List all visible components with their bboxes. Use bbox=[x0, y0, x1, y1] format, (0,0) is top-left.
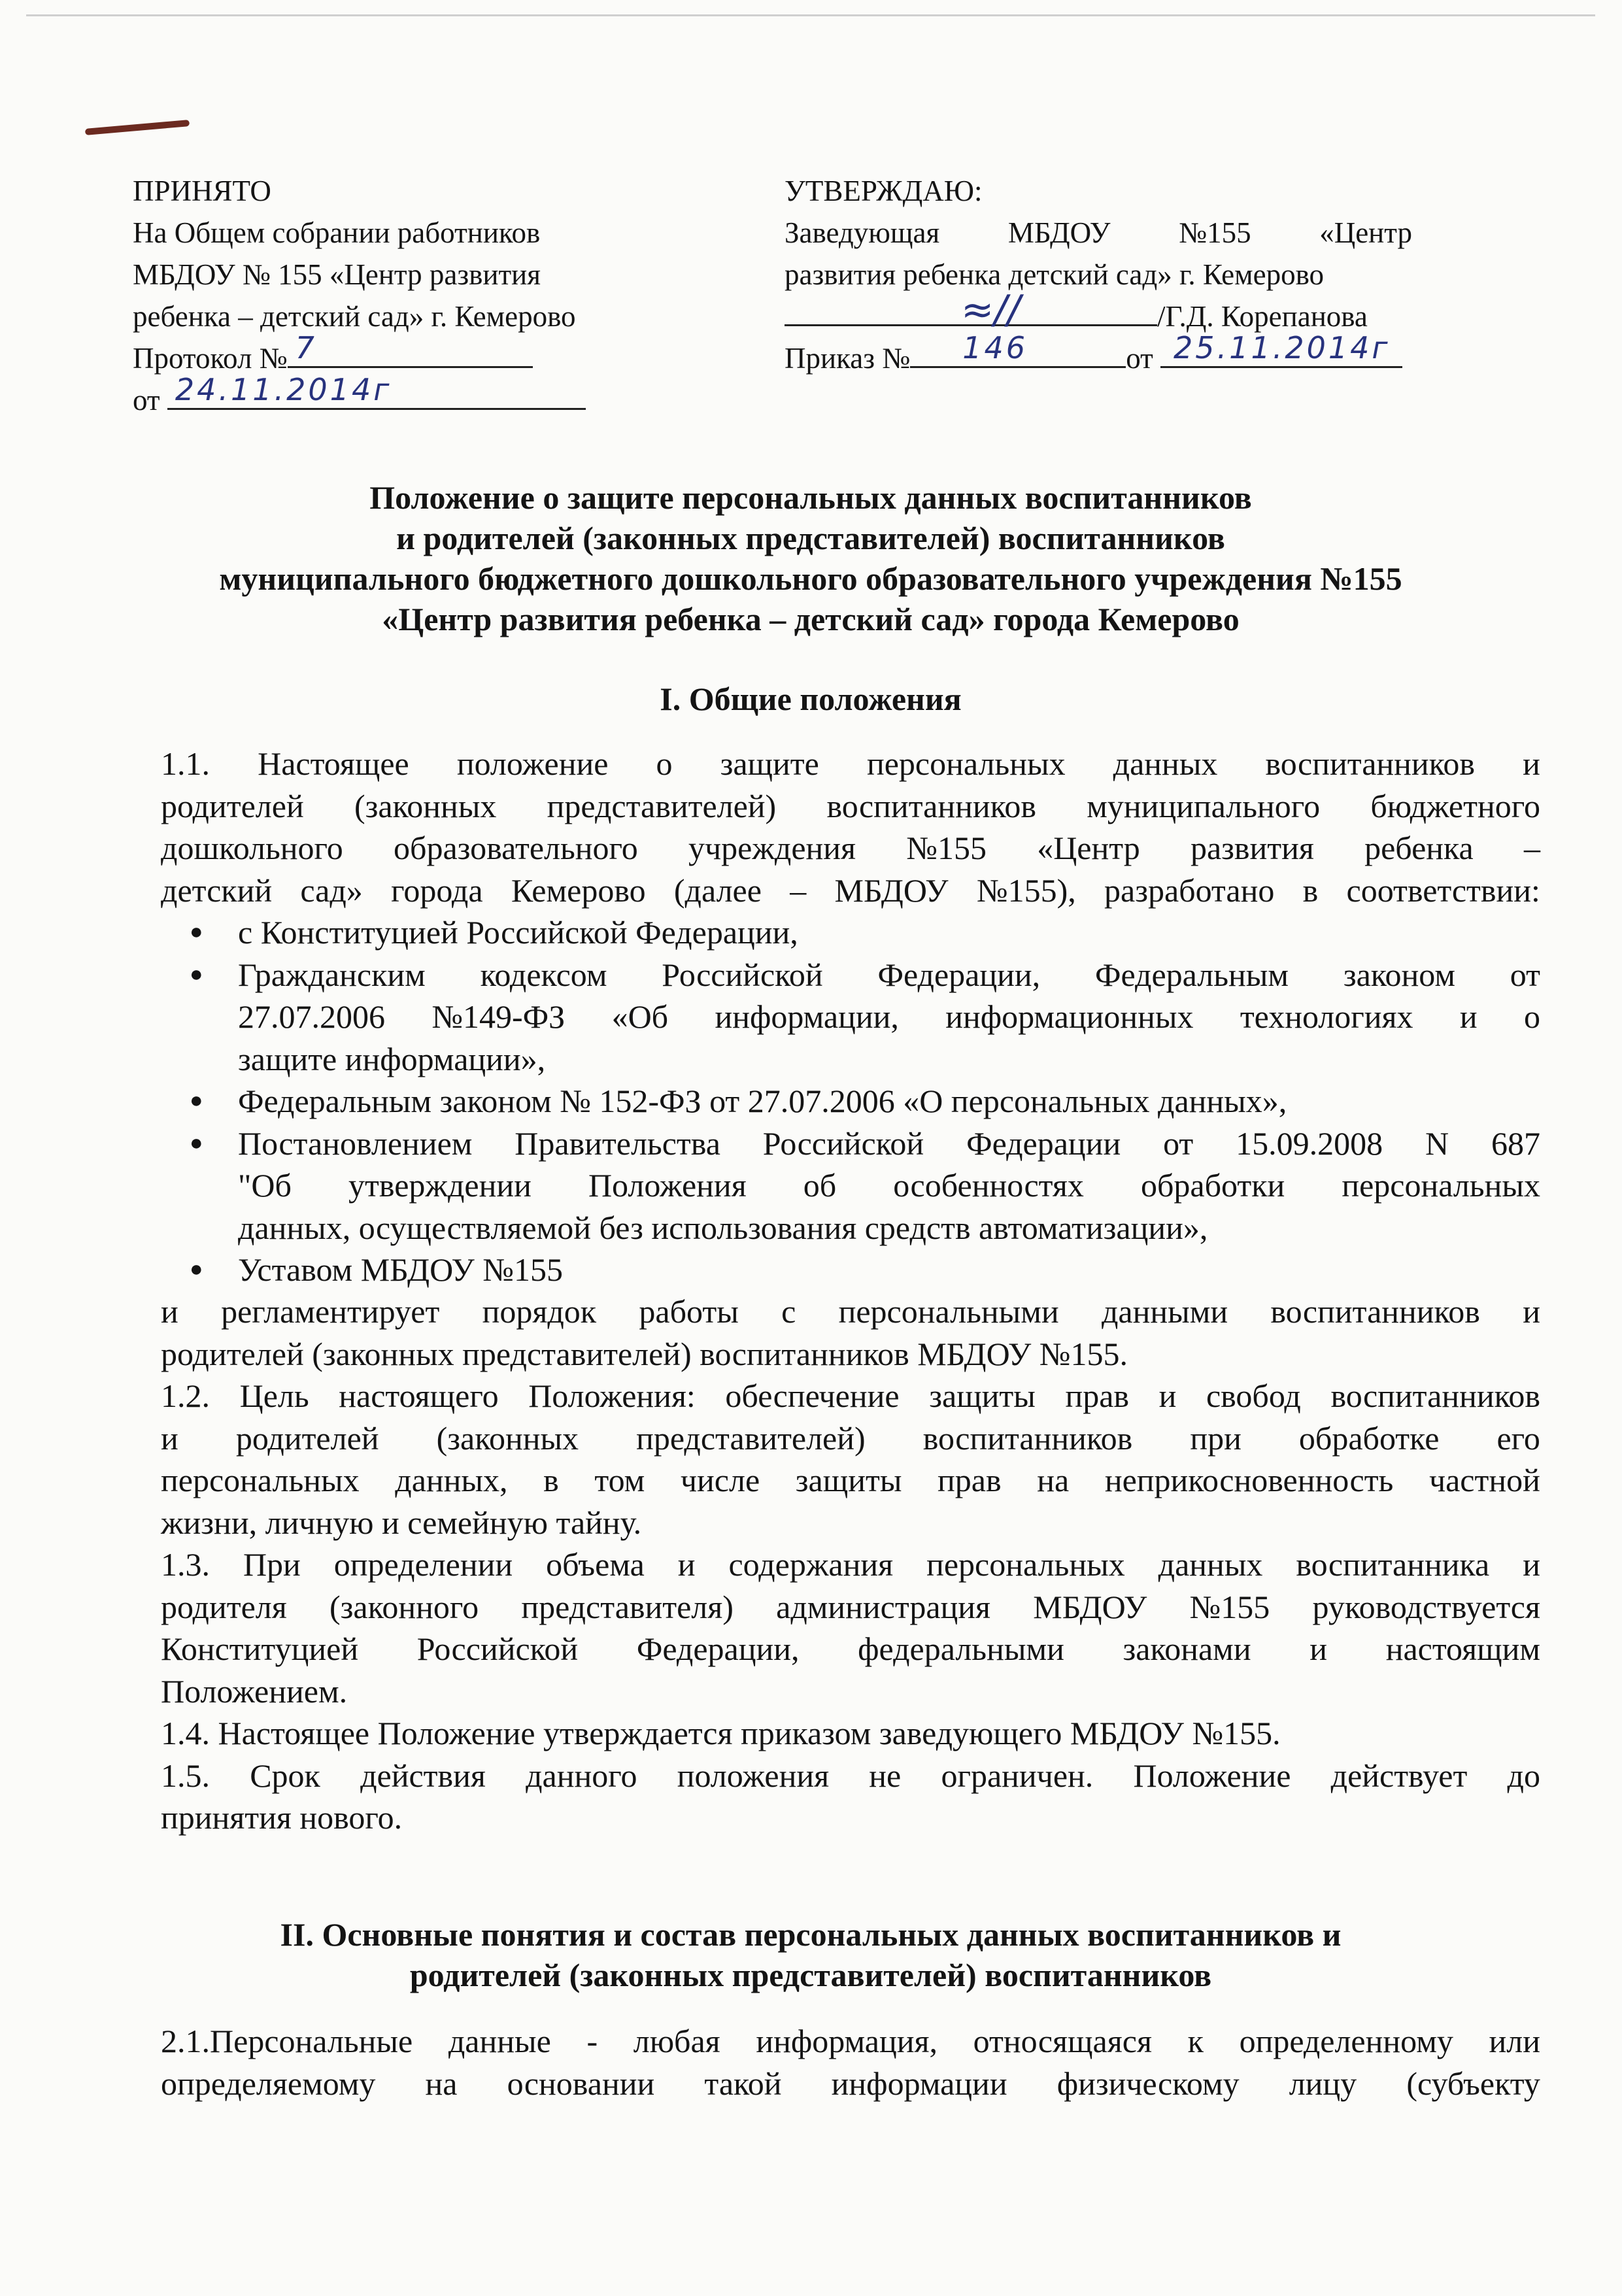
section-heading-text: II. Основные понятия и состав персональных данных воспитанников и bbox=[280, 1916, 1342, 1953]
word: неприкосновенность bbox=[1104, 1462, 1394, 1498]
word: (законных bbox=[436, 1419, 579, 1457]
word: данного bbox=[526, 1757, 637, 1794]
word: Настоящее bbox=[258, 745, 409, 782]
word: №149-ФЗ bbox=[431, 998, 566, 1035]
word: бюджетного bbox=[1370, 787, 1540, 824]
word: обеспечение bbox=[725, 1377, 900, 1414]
document-title bbox=[78, 477, 1543, 639]
text-line bbox=[161, 2063, 1540, 2105]
word: родителя bbox=[161, 1588, 287, 1625]
word: воспитанников bbox=[826, 787, 1036, 824]
text-line bbox=[161, 1459, 1540, 1502]
word: и bbox=[161, 1419, 178, 1457]
word: и bbox=[1309, 1630, 1328, 1667]
word: 27.07.2006 bbox=[238, 998, 385, 1035]
word: не bbox=[869, 1757, 902, 1794]
word: при bbox=[1190, 1419, 1242, 1457]
word: с bbox=[781, 1293, 796, 1330]
word: При bbox=[243, 1546, 301, 1583]
word: в bbox=[1302, 871, 1319, 909]
scan-edge-line bbox=[26, 14, 1595, 16]
word: (субъекту bbox=[1406, 2065, 1540, 2102]
word: и bbox=[1459, 998, 1478, 1035]
word: Положение bbox=[1133, 1757, 1291, 1794]
approved-position-word: Заведующая bbox=[785, 216, 940, 249]
word: «Центр bbox=[1037, 830, 1140, 866]
text-line: жизни, личную и семейную тайну. bbox=[161, 1504, 642, 1541]
word: воспитанника bbox=[1296, 1546, 1490, 1583]
word: данные bbox=[448, 2023, 551, 2059]
text-line bbox=[161, 1375, 1540, 1417]
text-line bbox=[161, 1586, 1540, 1629]
justified-text bbox=[161, 1375, 1540, 1417]
word: действует bbox=[1330, 1757, 1468, 1794]
word: прав bbox=[1065, 1377, 1129, 1414]
word: защиты bbox=[795, 1462, 902, 1498]
list-item-continuation: защите информации», bbox=[238, 1040, 546, 1077]
word: воспитанников bbox=[922, 1419, 1133, 1457]
list-item-continuation: данных, осуществляемой без использования средств автоматизации», bbox=[238, 1209, 1208, 1246]
section-heading-text: I. Общие положения bbox=[660, 681, 962, 717]
word: федеральными bbox=[858, 1630, 1064, 1667]
word: работы bbox=[639, 1293, 739, 1330]
list-item: ● с Конституцией Российской Федерации, bbox=[190, 911, 1540, 954]
word: и bbox=[677, 1546, 696, 1583]
word: - bbox=[586, 2023, 598, 2059]
list-item bbox=[190, 1123, 1540, 1165]
word: Гражданским bbox=[238, 956, 426, 993]
word: законами bbox=[1123, 1630, 1251, 1667]
word: Российской bbox=[416, 1630, 579, 1667]
word: том bbox=[594, 1462, 645, 1498]
word: объема bbox=[546, 1546, 645, 1583]
word: (законного bbox=[329, 1588, 479, 1625]
word: защиты bbox=[929, 1377, 1036, 1414]
word: Срок bbox=[250, 1757, 320, 1794]
word: родителей bbox=[235, 1419, 379, 1457]
word: 2.1.Персональные bbox=[161, 2023, 413, 2059]
word: представителей) bbox=[636, 1419, 866, 1457]
word: технологиях bbox=[1240, 998, 1413, 1035]
word: и bbox=[1158, 1377, 1177, 1414]
protocol-number-handwritten: 7 bbox=[295, 330, 317, 365]
word: №155 bbox=[1189, 1588, 1270, 1625]
word: воспитанников bbox=[1270, 1293, 1480, 1330]
text-line bbox=[161, 1291, 1540, 1333]
word: основании bbox=[507, 2065, 655, 2102]
word: Федерации, bbox=[636, 1630, 800, 1667]
list-item: ● Уставом МБДОУ №155 bbox=[190, 1249, 1540, 1291]
protocol-date-handwritten: 24.11.2014г bbox=[175, 372, 392, 407]
word: 1.2. bbox=[161, 1377, 210, 1414]
word: ребенка bbox=[1364, 830, 1474, 866]
word: прав bbox=[938, 1462, 1002, 1498]
justified-text bbox=[238, 996, 1540, 1038]
word: представителей) bbox=[547, 787, 777, 824]
word: или bbox=[1489, 2023, 1540, 2059]
word: определенному bbox=[1239, 2023, 1453, 2059]
order-label: Приказ № bbox=[785, 342, 911, 375]
word: №155), bbox=[976, 871, 1076, 909]
word: 1.3. bbox=[161, 1546, 210, 1583]
word: кодексом bbox=[480, 956, 607, 993]
list-item: ● Федеральным законом № 152-ФЗ от 27.07.2006 «О персональных данных», bbox=[190, 1080, 1540, 1123]
justified-text bbox=[161, 1628, 1540, 1670]
text-line bbox=[161, 785, 1540, 828]
word: физическому bbox=[1056, 2065, 1240, 2102]
bullet-icon: ● bbox=[190, 1257, 203, 1281]
justified-text bbox=[238, 1123, 1540, 1165]
word: Федерации bbox=[966, 1124, 1121, 1162]
word: дошкольного bbox=[161, 830, 343, 866]
word: такой bbox=[704, 2065, 782, 2102]
word: родителей bbox=[161, 787, 304, 824]
word: до bbox=[1507, 1757, 1540, 1794]
word: свобод bbox=[1206, 1377, 1301, 1414]
word: определяемому bbox=[161, 2065, 376, 2102]
word: – bbox=[1523, 830, 1540, 866]
word: Российской bbox=[762, 1124, 924, 1162]
word: Федеральным bbox=[1094, 956, 1289, 993]
title-line: «Центр развития ребенка – детский сад» города Кемерово bbox=[382, 601, 1240, 637]
word: данных bbox=[1158, 1546, 1263, 1583]
word: (далее bbox=[673, 871, 762, 909]
justified-text bbox=[238, 1164, 1540, 1207]
bullet-icon: ● bbox=[190, 1089, 203, 1113]
word: учреждения bbox=[688, 830, 856, 866]
word: Положения bbox=[588, 1167, 747, 1204]
word: данными bbox=[1101, 1293, 1228, 1330]
word: администрация bbox=[776, 1588, 991, 1625]
word: 1.1. bbox=[161, 745, 210, 782]
word: и bbox=[1523, 1293, 1540, 1330]
word: руководствуется bbox=[1312, 1588, 1540, 1625]
section-2-heading bbox=[78, 1914, 1543, 1995]
word: соответствии: bbox=[1346, 871, 1540, 909]
word: в bbox=[543, 1462, 559, 1498]
text-line bbox=[161, 2020, 1540, 2063]
approved-block bbox=[785, 170, 1412, 379]
text-line bbox=[161, 1755, 1540, 1797]
bullet-icon: ● bbox=[190, 1130, 203, 1155]
word: «Об bbox=[611, 998, 669, 1035]
text-line bbox=[161, 1417, 1540, 1460]
text-line bbox=[161, 743, 1540, 785]
bullet-icon: ● bbox=[190, 962, 203, 987]
protocol-label: Протокол № bbox=[133, 342, 288, 375]
order-date-handwritten: 25.11.2014г bbox=[1174, 330, 1391, 365]
word: Цель bbox=[239, 1377, 309, 1414]
pen-mark bbox=[85, 120, 190, 135]
word: его bbox=[1496, 1419, 1540, 1457]
word: разработано bbox=[1104, 871, 1275, 909]
word: N bbox=[1425, 1124, 1449, 1162]
justified-text bbox=[161, 1544, 1540, 1586]
word: персональных bbox=[161, 1462, 360, 1498]
word: Постановлением bbox=[238, 1124, 473, 1162]
word: воспитанников bbox=[1265, 745, 1476, 782]
justified-text bbox=[161, 1586, 1540, 1629]
word: 1.5. bbox=[161, 1757, 210, 1794]
section-heading-text: родителей (законных представителей) воспитанников bbox=[409, 1957, 1212, 1993]
justified-text bbox=[161, 2063, 1540, 2105]
order-date-label: от bbox=[1126, 342, 1153, 375]
word: о bbox=[1523, 998, 1540, 1035]
word: Конституцией bbox=[161, 1630, 359, 1667]
word: содержания bbox=[728, 1546, 894, 1583]
justified-text bbox=[161, 1291, 1540, 1333]
word: персональных bbox=[926, 1546, 1125, 1583]
word: определении bbox=[333, 1546, 513, 1583]
word: и bbox=[1523, 1546, 1540, 1583]
text-line bbox=[161, 1628, 1540, 1670]
word: Кемерово bbox=[511, 871, 646, 909]
word: и bbox=[1523, 745, 1540, 782]
signer-name: /Г.Д. Корепанова bbox=[1157, 300, 1368, 333]
word: числе bbox=[680, 1462, 760, 1498]
word: МБДОУ bbox=[1033, 1588, 1147, 1625]
legal-basis-list bbox=[190, 911, 1540, 1291]
word: ограничен. bbox=[941, 1757, 1094, 1794]
paragraph-2-1 bbox=[161, 2020, 1540, 2104]
accepted-line-3: ребенка – детский сад» г. Кемерово bbox=[133, 300, 576, 333]
word: информация, bbox=[756, 2023, 938, 2059]
approved-line-2: развития ребенка детский сад» г. Кемерово bbox=[785, 258, 1325, 291]
list-item-continuation bbox=[190, 1164, 1540, 1207]
approved-heading: УТВЕРЖДАЮ: bbox=[785, 175, 983, 207]
text-line: принятия нового. bbox=[161, 1799, 403, 1836]
word: действия bbox=[360, 1757, 486, 1794]
word: Правительства bbox=[515, 1124, 720, 1162]
word: данных, bbox=[395, 1462, 508, 1498]
word: частной bbox=[1428, 1462, 1540, 1498]
text-line: Положением. bbox=[161, 1672, 348, 1710]
word: – bbox=[790, 871, 807, 909]
word: обработке bbox=[1298, 1419, 1440, 1457]
word: образовательного bbox=[394, 830, 638, 866]
word: 687 bbox=[1491, 1124, 1540, 1162]
approved-position-row bbox=[785, 212, 1412, 254]
word: на bbox=[1037, 1462, 1070, 1498]
text-line bbox=[161, 1544, 1540, 1586]
word: к bbox=[1187, 2023, 1204, 2059]
word: на bbox=[425, 2065, 458, 2102]
word: №155 bbox=[906, 830, 987, 866]
text-line bbox=[161, 869, 1540, 912]
protocol-date-label: от bbox=[133, 384, 160, 416]
text-line bbox=[161, 827, 1540, 869]
section-1-body bbox=[161, 1291, 1540, 1839]
approved-position-word: «Центр bbox=[1319, 216, 1412, 249]
word: любая bbox=[633, 2023, 720, 2059]
justified-text bbox=[238, 954, 1540, 996]
accepted-block bbox=[133, 170, 603, 421]
word: Положения: bbox=[528, 1377, 696, 1414]
word: и bbox=[161, 1293, 178, 1330]
word: "Об bbox=[238, 1167, 292, 1204]
word: защите bbox=[720, 745, 819, 782]
order-number-handwritten: 146 bbox=[962, 330, 1028, 365]
word: положения bbox=[677, 1757, 830, 1794]
word: персональных bbox=[1342, 1167, 1540, 1204]
word: 15.09.2008 bbox=[1236, 1124, 1383, 1162]
word: об bbox=[803, 1167, 837, 1204]
word: законом bbox=[1343, 956, 1455, 993]
word: Федерации, bbox=[877, 956, 1041, 993]
paragraph-1-1 bbox=[161, 743, 1540, 911]
word: от bbox=[1163, 1124, 1194, 1162]
word: настоящим bbox=[1385, 1630, 1540, 1667]
word: утверждении bbox=[348, 1167, 532, 1204]
approved-position-word: №155 bbox=[1179, 216, 1251, 249]
bullet-icon: ● bbox=[190, 920, 203, 944]
word: о bbox=[656, 745, 673, 782]
accepted-line-2: МБДОУ № 155 «Центр развития bbox=[133, 258, 541, 291]
word: от bbox=[1510, 956, 1540, 993]
title-line: муниципального бюджетного дошкольного образовательного учреждения №155 bbox=[219, 560, 1402, 597]
title-line: и родителей (законных представителей) воспитанников bbox=[396, 520, 1225, 556]
word: информации, bbox=[715, 998, 899, 1035]
justified-text bbox=[161, 743, 1540, 785]
word: персональными bbox=[838, 1293, 1059, 1330]
protocol-date-row bbox=[133, 372, 603, 421]
word: сад» bbox=[300, 871, 363, 909]
justified-text bbox=[161, 1755, 1540, 1797]
word: муниципального bbox=[1087, 787, 1321, 824]
justified-text bbox=[161, 827, 1540, 869]
signature-mark: ≈∕∕ bbox=[961, 287, 1021, 333]
word: воспитанников bbox=[1330, 1377, 1540, 1414]
word: Российской bbox=[662, 956, 823, 993]
word: города bbox=[391, 871, 483, 909]
section-1-heading bbox=[78, 679, 1543, 719]
word: информационных bbox=[945, 998, 1194, 1035]
word: порядок bbox=[482, 1293, 597, 1330]
word: персональных bbox=[866, 745, 1066, 782]
word: данных bbox=[1113, 745, 1218, 782]
text-line: родителей (законных представителей) воспитанников МБДОУ №155. bbox=[161, 1335, 1128, 1372]
word: (законных bbox=[354, 787, 497, 824]
word: МБДОУ bbox=[834, 871, 949, 909]
word: детский bbox=[161, 871, 273, 909]
word: положение bbox=[456, 745, 609, 782]
list-item-continuation bbox=[190, 996, 1540, 1038]
word: относящаяся bbox=[973, 2023, 1152, 2059]
justified-text bbox=[161, 1417, 1540, 1460]
word: регламентирует bbox=[221, 1293, 440, 1330]
text-line: 1.4. Настоящее Положение утверждается приказом заведующего МБДОУ №155. bbox=[161, 1715, 1281, 1751]
word: обработки bbox=[1140, 1167, 1285, 1204]
list-item bbox=[190, 954, 1540, 996]
justified-text bbox=[161, 1459, 1540, 1502]
accepted-line-1: На Общем собрании работников bbox=[133, 216, 541, 249]
word: настоящего bbox=[339, 1377, 499, 1414]
word: представителя) bbox=[521, 1588, 734, 1625]
word: лицу bbox=[1289, 2065, 1357, 2102]
word: особенностях bbox=[893, 1167, 1084, 1204]
justified-text bbox=[161, 2020, 1540, 2063]
justified-text bbox=[161, 869, 1540, 912]
approved-position-word: МБДОУ bbox=[1007, 216, 1111, 249]
title-line: Положение о защите персональных данных воспитанников bbox=[369, 479, 1252, 516]
word: развития bbox=[1190, 830, 1314, 866]
justified-text bbox=[161, 785, 1540, 828]
order-row bbox=[785, 330, 1412, 379]
accepted-heading: ПРИНЯТО bbox=[133, 175, 271, 207]
word: информации bbox=[831, 2065, 1007, 2102]
